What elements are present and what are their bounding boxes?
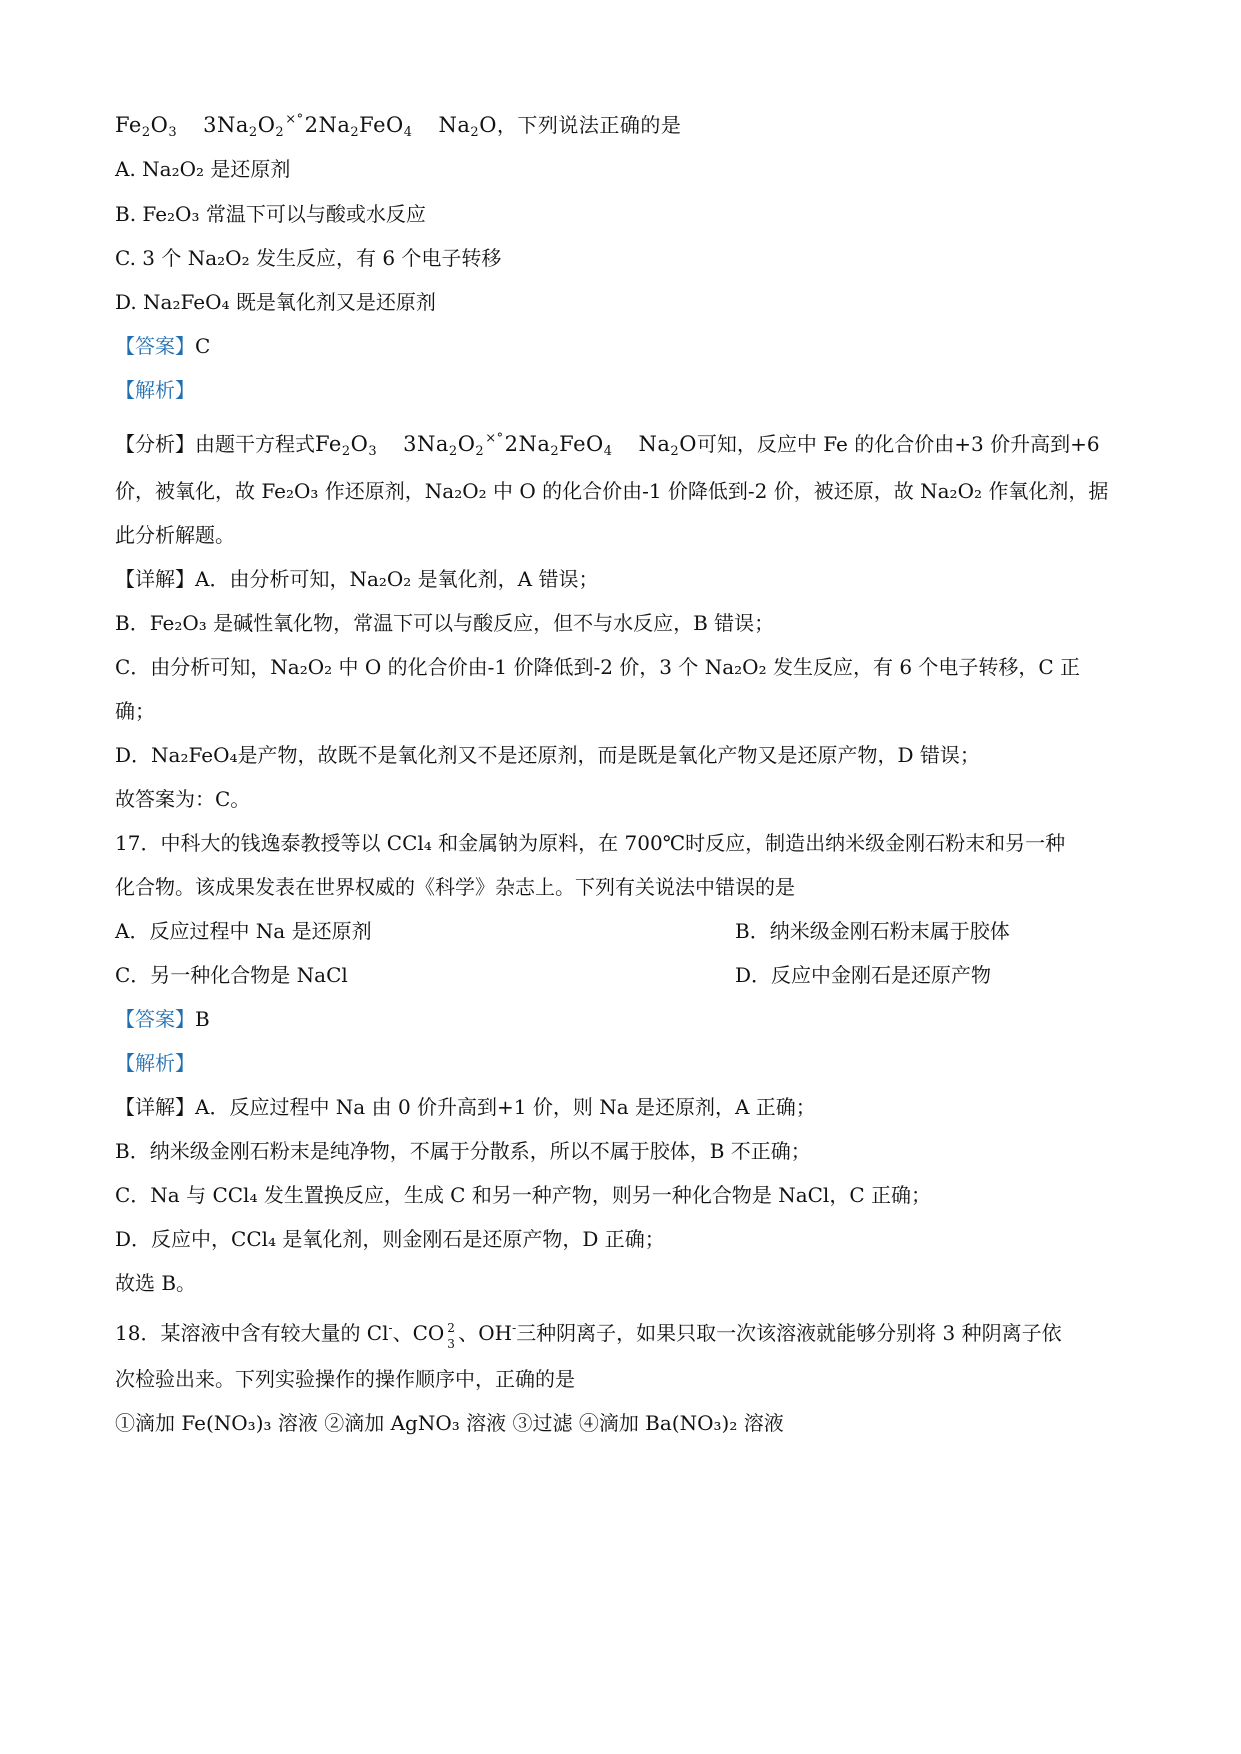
q16-detail-c1: C．由分析可知，Na₂O₂ 中 O 的化合价由-1 价降低到-2 价，3 个 Na₂O₂ 发生反应，有 6 个电子转移，C 正 (115, 655, 1081, 679)
q16-fenxi-line1 (115, 431, 1100, 461)
answer-label: 【答案】 (115, 1007, 195, 1031)
fenxi-text-post: 可知，反应中 Fe 的化合价由+3 价升高到+6 (696, 432, 1100, 456)
q17-detail-a (115, 1094, 816, 1120)
q16-option-c: C. 3 个 Na₂O₂ 发生反应，有 6 个电子转移 (115, 246, 502, 270)
q17-option-c: C．另一种化合物是 NaCl (115, 963, 348, 987)
q16-fenxi-line2: 价，被氧化，故 Fe₂O₃ 作还原剂，Na₂O₂ 中 O 的化合价由-1 价降低到-2 价，被还原，故 Na₂O₂ 作氧化剂，据 (115, 479, 1109, 503)
q16-detail-d: D．Na₂FeO₄是产物，故既不是氧化剂又不是还原剂，而是既是氧化产物又是还原产物，D 错误； (115, 743, 980, 767)
q17-option-a: A．反应过程中 Na 是还原剂 (115, 919, 372, 943)
q17-stem1: 17．中科大的钱逸泰教授等以 CCl₄ 和金属钠为原料，在 700℃时反应，制造出纳米级金刚石粉末和另一种 (115, 831, 1066, 855)
fenxi-label: 【分析】 (115, 432, 195, 456)
charge-stack: 2 3 (447, 1320, 455, 1351)
q18-stem-end: 三种阴离子，如果只取一次该溶液就能够分别将 3 种阴离子依 (516, 1321, 1062, 1345)
q17-detail-b: B．纳米级金刚石粉末是纯净物，不属于分散系，所以不属于胶体，B 不正确； (115, 1139, 811, 1163)
q17-analysis-label: 【解析】 (115, 1051, 195, 1075)
q18-stem1: 18．某溶液中含有较大量的 Cl-、CO 2 3 、OH-三种阴离子，如果只取一次该溶液就能够分别将 3 种阴离子依 (115, 1320, 1062, 1351)
q17-option-row2 (115, 962, 992, 988)
q17-option-b: B．纳米级金刚石粉末属于胶体 (735, 919, 1010, 943)
q16-conclusion: 故答案为：C。 (115, 787, 251, 811)
q16-option-a: A. Na₂O₂ 是还原剂 (115, 157, 291, 181)
equation: $Fe_2O_3$ $3Na_2O_2^{\times^\circ}2Na_2FeO_4$ $Na_2O$ (115, 112, 497, 140)
detail-label: 【详解】 (115, 1095, 195, 1119)
answer-label: 【答案】 (115, 334, 195, 358)
answer-value: B (195, 1007, 210, 1031)
q17-option-row1 (115, 918, 1010, 944)
q16-fenxi-line3: 此分析解题。 (115, 523, 235, 547)
detail-a-text: A．由分析可知，Na₂O₂ 是氧化剂，A 错误； (195, 567, 599, 591)
q16-equation-line (115, 112, 681, 142)
fenxi-equation: $Fe_2O_3$ $3Na_2O_2^{\times^\circ}2Na_2FeO_4$ $Na_2O$ (315, 431, 697, 459)
q16-detail-c2: 确； (115, 699, 155, 723)
q16-stem-tail: ，下列说法正确的是 (496, 113, 682, 137)
q17-detail-d: D．反应中，CCl₄ 是氧化剂，则金刚石是还原产物，D 正确； (115, 1227, 665, 1251)
q16-detail-b: B．Fe₂O₃ 是碱性氧化物，常温下可以与酸反应，但不与水反应，B 错误； (115, 611, 775, 635)
q17-option-d: D．反应中金刚石是还原产物 (735, 963, 992, 987)
q16-option-b: B. Fe₂O₃ 常温下可以与酸或水反应 (115, 202, 426, 226)
answer-value: C (195, 334, 211, 358)
q16-option-d: D. Na₂FeO₄ 既是氧化剂又是还原剂 (115, 290, 436, 314)
q17-conclusion: 故选 B。 (115, 1271, 197, 1295)
q17-stem2: 化合物。该成果发表在世界权威的《科学》杂志上。下列有关说法中错误的是 (115, 875, 795, 899)
q17-answer-line (115, 1006, 210, 1032)
q18-stem2: 次检验出来。下列实验操作的操作顺序中，正确的是 (115, 1367, 575, 1391)
q16-answer-line (115, 333, 210, 359)
q18-stem-post: 、OH (458, 1321, 513, 1345)
detail-label: 【详解】 (115, 567, 195, 591)
q18-stem-mid: 、CO (392, 1321, 445, 1345)
detail-a-text: A．反应过程中 Na 由 0 价升高到+1 价，则 Na 是还原剂，A 正确； (195, 1095, 816, 1119)
fenxi-text-pre: 由题干方程式 (195, 432, 315, 456)
q17-detail-c: C．Na 与 CCl₄ 发生置换反应，生成 C 和另一种产物，则另一种化合物是 NaCl，C 正确； (115, 1183, 931, 1207)
q18-operations: ①滴加 Fe(NO₃)₃ 溶液 ②滴加 AgNO₃ 溶液 ③过滤 ④滴加 Ba(NO₃)₂ 溶液 (115, 1411, 784, 1435)
q18-stem-pre: 18．某溶液中含有较大量的 Cl (115, 1321, 389, 1345)
q16-analysis-label: 【解析】 (115, 378, 195, 402)
q16-detail-a (115, 566, 598, 592)
